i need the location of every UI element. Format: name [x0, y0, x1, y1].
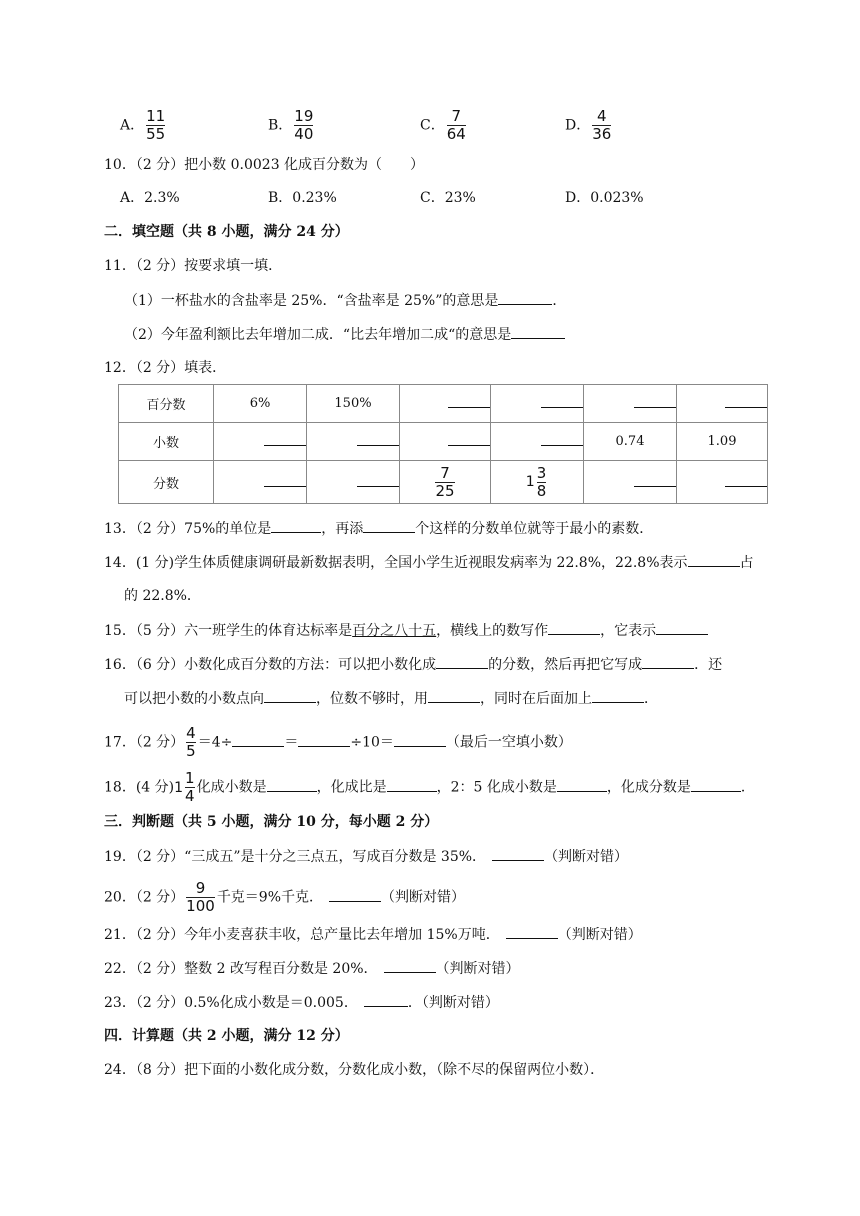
q10-text: 10．（2 分）把小数 0.0023 化成百分数为（ ）	[104, 157, 425, 173]
table-cell[interactable]	[307, 461, 400, 504]
table-cell: 1.09	[677, 423, 768, 461]
table-cell[interactable]	[491, 385, 584, 423]
option-letter: B．	[268, 117, 293, 134]
q14-text: 占	[739, 555, 754, 571]
answer-blank[interactable]	[592, 688, 644, 703]
table-cell[interactable]	[584, 385, 677, 423]
q12-text: 12．（2 分）填表．	[104, 360, 227, 376]
answer-blank[interactable]	[363, 518, 415, 533]
q20	[104, 880, 465, 915]
fraction	[185, 770, 195, 805]
denominator: 5	[186, 742, 196, 760]
table-cell	[491, 461, 584, 504]
q9-option-c	[420, 108, 468, 143]
answer-blank[interactable]	[436, 654, 488, 669]
answer-blank[interactable]	[448, 395, 490, 408]
q14-line2: 的 22.8%．	[124, 588, 201, 604]
q10-option-d: D．0.023%	[565, 190, 644, 206]
q22-text: （判断对错）	[435, 961, 520, 977]
q11-text: 11．（2 分）按要求填一填．	[104, 258, 283, 274]
q18-text: ，2：5 化成小数是	[436, 779, 557, 796]
q15-text: ，它表示	[600, 623, 657, 639]
answer-blank[interactable]	[498, 290, 552, 305]
q15	[104, 620, 708, 641]
fraction	[592, 108, 611, 143]
answer-blank[interactable]	[357, 433, 399, 446]
answer-blank[interactable]	[264, 433, 306, 446]
answer-blank[interactable]	[541, 433, 583, 446]
answer-blank[interactable]	[548, 620, 600, 635]
answer-blank[interactable]	[264, 474, 306, 487]
answer-blank[interactable]	[298, 732, 350, 747]
row-header: 分数	[119, 461, 214, 504]
fraction	[294, 108, 313, 143]
q9-option-b	[268, 108, 315, 143]
q19-text: （判断对错）	[544, 849, 629, 865]
numerator: 9	[195, 879, 206, 897]
q10-option-a: A．2.3%	[120, 190, 180, 206]
q16-text: ．	[644, 691, 658, 707]
answer-blank[interactable]	[642, 654, 694, 669]
whole-part: 1	[174, 779, 184, 796]
answer-blank[interactable]	[511, 324, 565, 339]
numerator: 11	[146, 107, 166, 125]
fraction	[186, 725, 196, 760]
q17-text: ＝	[284, 734, 299, 751]
q22-text: 22．（2 分）整数 2 改写程百分数是 20%．	[104, 961, 378, 977]
answer-blank[interactable]	[329, 887, 381, 902]
answer-blank[interactable]	[394, 732, 446, 747]
fill-table	[118, 384, 768, 504]
answer-blank[interactable]	[384, 958, 436, 973]
q18-text: 18．(4 分)	[104, 779, 175, 796]
section-2-heading: 二．填空题（共 8 小题，满分 24 分）	[104, 224, 349, 240]
denominator: 100	[186, 897, 215, 915]
q23-text: 23．（2 分）0.5%化成小数是＝0.005．	[104, 995, 358, 1011]
q17-text: （最后一空填小数）	[445, 734, 572, 751]
q16-text: ，同时在后面加上	[480, 691, 592, 707]
answer-blank[interactable]	[688, 552, 740, 567]
denominator: 8	[536, 481, 547, 500]
q16-text: 16．（6 分）小数化成百分数的方法：可以把小数化成	[104, 657, 437, 673]
q21-text: 21．（2 分）今年小麦喜获丰收，总产量比去年增加 15%万吨．	[104, 927, 500, 943]
denominator: 40	[294, 125, 314, 143]
answer-blank[interactable]	[634, 395, 676, 408]
q19	[104, 846, 628, 867]
q13	[104, 518, 653, 539]
answer-blank[interactable]	[656, 620, 708, 635]
q15-text: 15．（5 分）六一班学生的体育达标率是	[104, 623, 353, 639]
denominator: 64	[446, 125, 466, 143]
q23-text: ．（判断对错）	[407, 995, 499, 1011]
answer-blank[interactable]	[725, 474, 767, 487]
fraction	[146, 108, 165, 143]
table-cell[interactable]	[307, 423, 400, 461]
option-letter: C．	[420, 117, 445, 134]
answer-blank[interactable]	[557, 777, 607, 792]
underlined-text: 百分之八十五	[352, 623, 437, 639]
fraction	[447, 108, 466, 143]
q20-text: 20．（2 分）	[104, 889, 185, 906]
q17-text: ÷10＝	[350, 734, 394, 751]
table-cell[interactable]	[491, 423, 584, 461]
q16-line2	[124, 688, 658, 709]
answer-blank[interactable]	[232, 732, 284, 747]
q16-text: 的分数，然后再把它写成	[488, 657, 643, 673]
answer-blank[interactable]	[634, 474, 676, 487]
q18-text: ．	[740, 779, 755, 796]
table-cell[interactable]	[214, 461, 307, 504]
q9-option-d	[565, 108, 613, 143]
q13-text: 13．（2 分）75%的单位是	[104, 521, 272, 537]
q23	[104, 992, 499, 1013]
whole-part: 1	[525, 474, 535, 490]
q13-text: 个这样的分数单位就等于最小的素数．	[415, 521, 654, 537]
answer-blank[interactable]	[264, 688, 316, 703]
table-row	[119, 461, 768, 504]
q18	[104, 770, 755, 805]
answer-blank[interactable]	[267, 777, 317, 792]
answer-blank[interactable]	[506, 924, 558, 939]
punct: ．	[552, 293, 567, 309]
q14-text: 14．(1 分)学生体质健康调研最新数据表明，全国小学生近视眼发病率为 22.8%，22.8%表示	[104, 555, 688, 571]
option-letter: D．	[565, 117, 591, 134]
table-cell[interactable]	[214, 423, 307, 461]
q16-line1	[104, 654, 722, 675]
table-cell[interactable]	[400, 385, 491, 423]
q18-text: ，化成比是	[316, 779, 387, 796]
answer-blank[interactable]	[725, 395, 767, 408]
option-letter: A．	[120, 117, 145, 134]
q17-text: ＝4÷	[197, 734, 233, 751]
answer-blank[interactable]	[691, 777, 741, 792]
numerator: 3	[536, 463, 547, 482]
numerator: 4	[186, 724, 196, 742]
mixed-number	[526, 465, 548, 500]
table-cell[interactable]	[584, 461, 677, 504]
mixed-number	[174, 770, 196, 805]
section-3-heading: 三．判断题（共 5 小题，满分 10 分，每小题 2 分）	[104, 814, 439, 830]
table-cell: 6%	[214, 385, 307, 423]
table-row	[119, 423, 768, 461]
q10-option-c: C．23%	[420, 190, 476, 206]
table-cell[interactable]	[400, 423, 491, 461]
q17-text: 17．（2 分）	[104, 734, 185, 751]
q22	[104, 958, 520, 979]
q18-text: 化成小数是	[196, 779, 267, 796]
q14-line1	[104, 552, 754, 573]
q16-text: ．还	[694, 657, 723, 673]
answer-blank[interactable]	[271, 518, 321, 533]
denominator: 4	[185, 787, 195, 805]
q20-text: 千克＝9%千克．	[216, 889, 324, 906]
q15-text: ，横线上的数写作	[436, 623, 549, 639]
table-cell: 150%	[307, 385, 400, 423]
q11-sub2	[124, 324, 565, 345]
table-row	[119, 385, 768, 423]
q11-sub1-text: （1）一杯盐水的含盐率是 25%．“含盐率是 25%”的意思是	[124, 293, 499, 309]
q18-text: ，化成分数是	[606, 779, 691, 796]
table-cell[interactable]	[677, 461, 768, 504]
q16-text: 可以把小数的小数点向	[124, 691, 264, 707]
numerator: 7	[440, 463, 450, 482]
denominator: 36	[592, 125, 612, 143]
numerator: 1	[185, 769, 195, 787]
q11-sub2-text: （2）今年盈利额比去年增加二成．“比去年增加二成“的意思是	[124, 327, 512, 343]
fraction	[435, 465, 454, 500]
answer-blank[interactable]	[541, 395, 583, 408]
answer-blank[interactable]	[492, 846, 544, 861]
q21-text: （判断对错）	[557, 927, 642, 943]
denominator: 25	[435, 481, 455, 500]
q20-text: （判断对错）	[381, 889, 466, 906]
fraction	[537, 465, 547, 500]
answer-blank[interactable]	[387, 777, 437, 792]
row-header: 小数	[119, 423, 214, 461]
table-cell[interactable]	[677, 385, 768, 423]
q16-text: ，位数不够时，用	[316, 691, 428, 707]
numerator: 19	[294, 107, 314, 125]
q17	[104, 725, 572, 760]
denominator: 55	[146, 125, 166, 143]
answer-blank[interactable]	[357, 474, 399, 487]
q9-option-a	[120, 108, 167, 143]
fraction	[186, 880, 215, 915]
table-cell: 0.74	[584, 423, 677, 461]
q13-text: ，再添	[321, 521, 364, 537]
answer-blank[interactable]	[448, 433, 490, 446]
q10-option-b: B．0.23%	[268, 190, 337, 206]
numerator: 4	[597, 107, 607, 125]
q19-text: 19．（2 分）“三成五”是十分之三点五，写成百分数是 35%．	[104, 849, 487, 865]
table-cell	[400, 461, 491, 504]
q21	[104, 924, 642, 945]
row-header: 百分数	[119, 385, 214, 423]
numerator: 7	[451, 107, 462, 125]
answer-blank[interactable]	[364, 992, 408, 1007]
q24-text: 24．（8 分）把下面的小数化成分数，分数化成小数，（除不尽的保留两位小数）．	[104, 1062, 605, 1078]
section-4-heading: 四．计算题（共 2 小题，满分 12 分）	[104, 1028, 349, 1044]
answer-blank[interactable]	[428, 688, 480, 703]
q11-sub1	[124, 290, 566, 311]
